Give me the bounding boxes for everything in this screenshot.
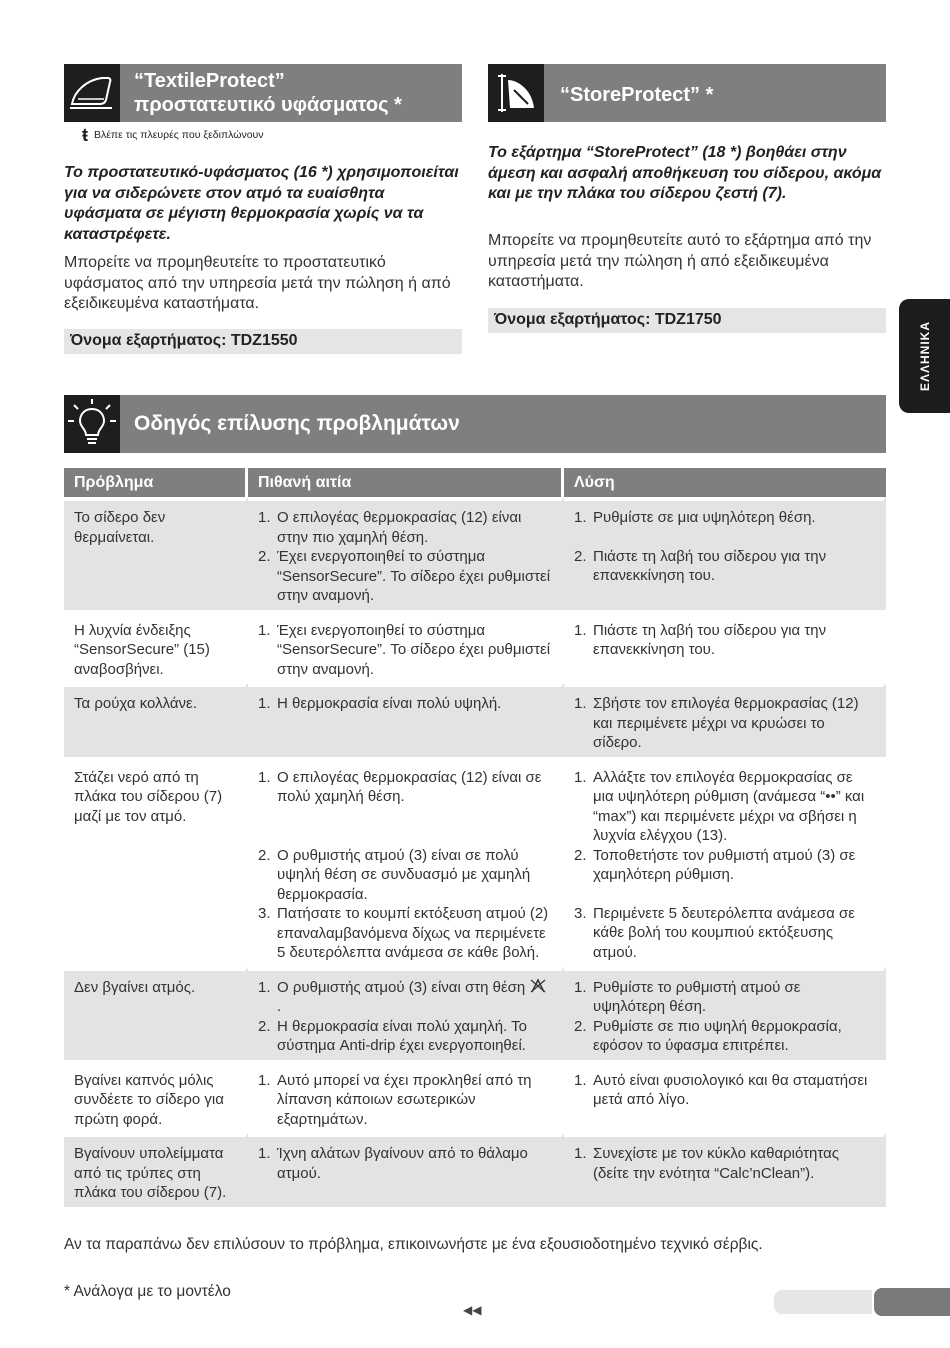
textile-part-name: Όνομα εξαρτήματος: TDZ1550: [64, 329, 462, 354]
column-header-solution: Λύση: [564, 468, 886, 497]
iron-protector-icon: [64, 64, 120, 122]
solution-cell: [564, 967, 886, 1060]
list-item: 2. Έχει ενεργοποιηθεί το σύστημα “SensorSecure”. Το σίδερο έχει ρυθμιστεί στην αναμονή.: [258, 548, 551, 604]
cause-cell: [248, 1060, 564, 1134]
textile-intro-text: Μπορείτε να προμηθευτείτε το προστατευτικό υφάσματος από την υπηρεσία μετά την πώληση ή από εξειδικευμένα καταστήματα.: [64, 254, 451, 312]
solution-cell: [564, 1133, 886, 1207]
store-intro-bold: Το εξάρτημα “StoreProtect” (18 *) βοηθάει στην άμεση και ασφαλή αποθήκευση του σίδερου, ακόμα και με την πλάκα του σίδερου ζεστή (7).: [488, 144, 882, 202]
cause-cell: [248, 1133, 564, 1207]
textile-intro-bold: Το προστατευτικό-υφάσματος (16 *) χρησιμοποιείται για να σιδερώνετε στον ατμό τα ευαίσθητα υφάσματα σε μέγιστη θερμοκρασία χωρίς να τα καταστρέφετε.: [64, 164, 459, 243]
problem-cell: Βγαίνει καπνός μόλις συνδέετε το σίδερο για πρώτη φορά.: [64, 1060, 248, 1134]
store-intro-text: Μπορείτε να προμηθευτείτε αυτό το εξάρτημα από την υπηρεσία μετά την πώληση ή από εξειδικευμένα καταστήματα.: [488, 232, 872, 290]
troubleshooting-icon-box: [64, 395, 120, 453]
problem-cell: Τα ρούχα κολλάνε.: [64, 683, 248, 757]
problem-cell: Βγαίνουν υπολείμματα από τις τρύπες στη πλάκα του σίδερου (7).: [64, 1133, 248, 1207]
no-steam-icon: [529, 978, 547, 994]
table-row: [64, 757, 886, 967]
iron-storage-icon: [488, 64, 544, 122]
footer-note: Αν τα παραπάνω δεν επιλύσουν το πρόβλημα, επικοινωνήστε με ένα εξουσιοδοτημένο τεχνικό σέρβις.: [64, 1236, 763, 1253]
list-item: 1. Ο επιλογέας θερμοκρασίας (12) είναι σε πολύ χαμηλή θέση.: [258, 768, 542, 805]
table-row: [64, 1060, 886, 1134]
list-item: 1. Αυτό είναι φυσιολογικό και θα σταματήσει μετά από λίγο.: [574, 1071, 868, 1108]
solution-cell: [564, 497, 886, 610]
list-item: 1. Πιάστε τη λαβή του σίδερου για την επανεκκίνηση του.: [574, 621, 827, 658]
list-item: 2. Ο ρυθμιστής ατμού (3) είναι σε πολύ υψηλή θέση σε συνδυασμό με χαμηλή θερμοκρασία.: [258, 846, 531, 903]
solution-cell: [564, 757, 886, 967]
fold-arrow-icon: ŧ: [82, 125, 88, 145]
lightbulb-icon: [64, 395, 120, 453]
problem-cell: Το σίδερο δεν θερμαίνεται.: [64, 497, 248, 610]
list-item: 1. Η θερμοκρασία είναι πολύ υψηλή.: [258, 695, 502, 712]
list-item: 1. Ρυθμίστε το ρυθμιστή ατμού σε υψηλότερη θέση.: [574, 978, 801, 1015]
table-row: [64, 1133, 886, 1207]
column-header-cause: Πιθανή αιτία: [248, 468, 564, 497]
list-item: 2. Ρυθμίστε σε πιο υψηλή θερμοκρασία, εφόσον το ύφασμα επιτρέπει.: [574, 1017, 842, 1054]
list-item: 1. Ο ρυθμιστής ατμού (3) είναι στη θέση .: [258, 978, 551, 1017]
list-item: 1. Ίχνη αλάτων βγαίνουν από το θάλαμο ατμού.: [258, 1145, 528, 1182]
problem-cell: Δεν βγαίνει ατμός.: [64, 967, 248, 1060]
list-item: 1. Αυτό μπορεί να έχει προκληθεί από τη λίπανση κάποιων εσωτερικών εξαρτημάτων.: [258, 1071, 532, 1128]
solution-cell: [564, 610, 886, 684]
problem-cell: Στάζει νερό από τη πλάκα του σίδερου (7) μαζί με τον ατμό.: [64, 757, 248, 967]
problem-cell: Η λυχνία ένδειξης “SensorSecure” (15) αναβοσβήνει.: [64, 610, 248, 684]
table-header-row: [64, 468, 886, 497]
language-tab: ΕΛΛΗΝΙΚΑ: [899, 299, 950, 413]
cause-cell: [248, 757, 564, 967]
table-row: [64, 683, 886, 757]
page-tab-light: [774, 1290, 872, 1314]
fold-note: ŧ Βλέπε τις πλευρές που ξεδιπλώνουν: [82, 125, 264, 145]
table-row: [64, 610, 886, 684]
list-item: 2. Η θερμοκρασία είναι πολύ χαμηλή. Το σύστημα Anti-drip έχει ενεργοποιηθεί.: [258, 1017, 527, 1054]
solution-cell: [564, 1060, 886, 1134]
troubleshooting-table: [64, 468, 886, 1207]
list-item: 1. Ο επιλογέας θερμοκρασίας (12) είναι στην πιο χαμηλή θέση.: [258, 509, 522, 546]
table-row: [64, 497, 886, 610]
store-title: “StoreProtect” *: [560, 84, 714, 106]
store-part-name: Όνομα εξαρτήματος: TDZ1750: [488, 308, 886, 333]
cause-cell: [248, 497, 564, 610]
troubleshooting-title: Οδηγός επίλυσης προβλημάτων: [134, 412, 460, 435]
model-note: * Ανάλογα με το μοντέλο: [64, 1283, 231, 1300]
list-item: 3. Περιμένετε 5 δευτερόλεπτα ανάμεσα σε κάθε βολή του κουμπιού εκτόξευσης ατμού.: [574, 904, 855, 961]
list-item: 2. Τοποθετήστε τον ρυθμιστή ατμού (3) σε χαμηλότερη ρύθμιση.: [574, 846, 856, 883]
column-header-problem: Πρόβλημα: [64, 468, 248, 497]
page-tab-dark: [874, 1288, 950, 1316]
list-item: 1. Συνεχίστε με τον κύκλο καθαριότητας (δείτε την ενότητα “Calc’nClean”).: [574, 1145, 839, 1182]
list-item: 1. Σβήστε τον επιλογέα θερμοκρασίας (12) και περιμένετε μέχρι να κρυώσει το σίδερο.: [574, 695, 859, 751]
cause-cell: [248, 967, 564, 1060]
list-item: 1. Ρυθμίστε σε μια υψηλότερη θέση.: [574, 509, 816, 526]
list-item: 1. Αλλάξτε τον επιλογέα θερμοκρασίας σε μια υψηλότερη ρύθμιση (ανάμεσα “••” και “max”) και περιμένετε μέχρι να σβήσει η λυχνία ελέγχου (13).: [574, 768, 865, 844]
textile-title: “TextileProtect” προστατευτικό υφάσματος *: [134, 70, 402, 116]
page-back-icon[interactable]: ◀◀: [463, 1303, 482, 1317]
cause-cell: [248, 610, 564, 684]
textile-icon-box: [64, 64, 120, 122]
store-icon-box: [488, 64, 544, 122]
list-item: 2. Πιάστε τη λαβή του σίδερου για την επανεκκίνηση του.: [574, 547, 827, 584]
list-item: 1. Έχει ενεργοποιηθεί το σύστημα “SensorSecure”. Το σίδερο έχει ρυθμιστεί στην αναμονή.: [258, 621, 551, 678]
cause-cell: [248, 683, 564, 757]
table-row: [64, 967, 886, 1060]
list-item: 3. Πατήσατε το κουμπί εκτόξευση ατμού (2) επαναλαμβανόμενα δίχως να περιμένετε 5 δευτερόλεπτα ανάμεσα σε κάθε βολή.: [258, 905, 549, 961]
solution-cell: [564, 683, 886, 757]
